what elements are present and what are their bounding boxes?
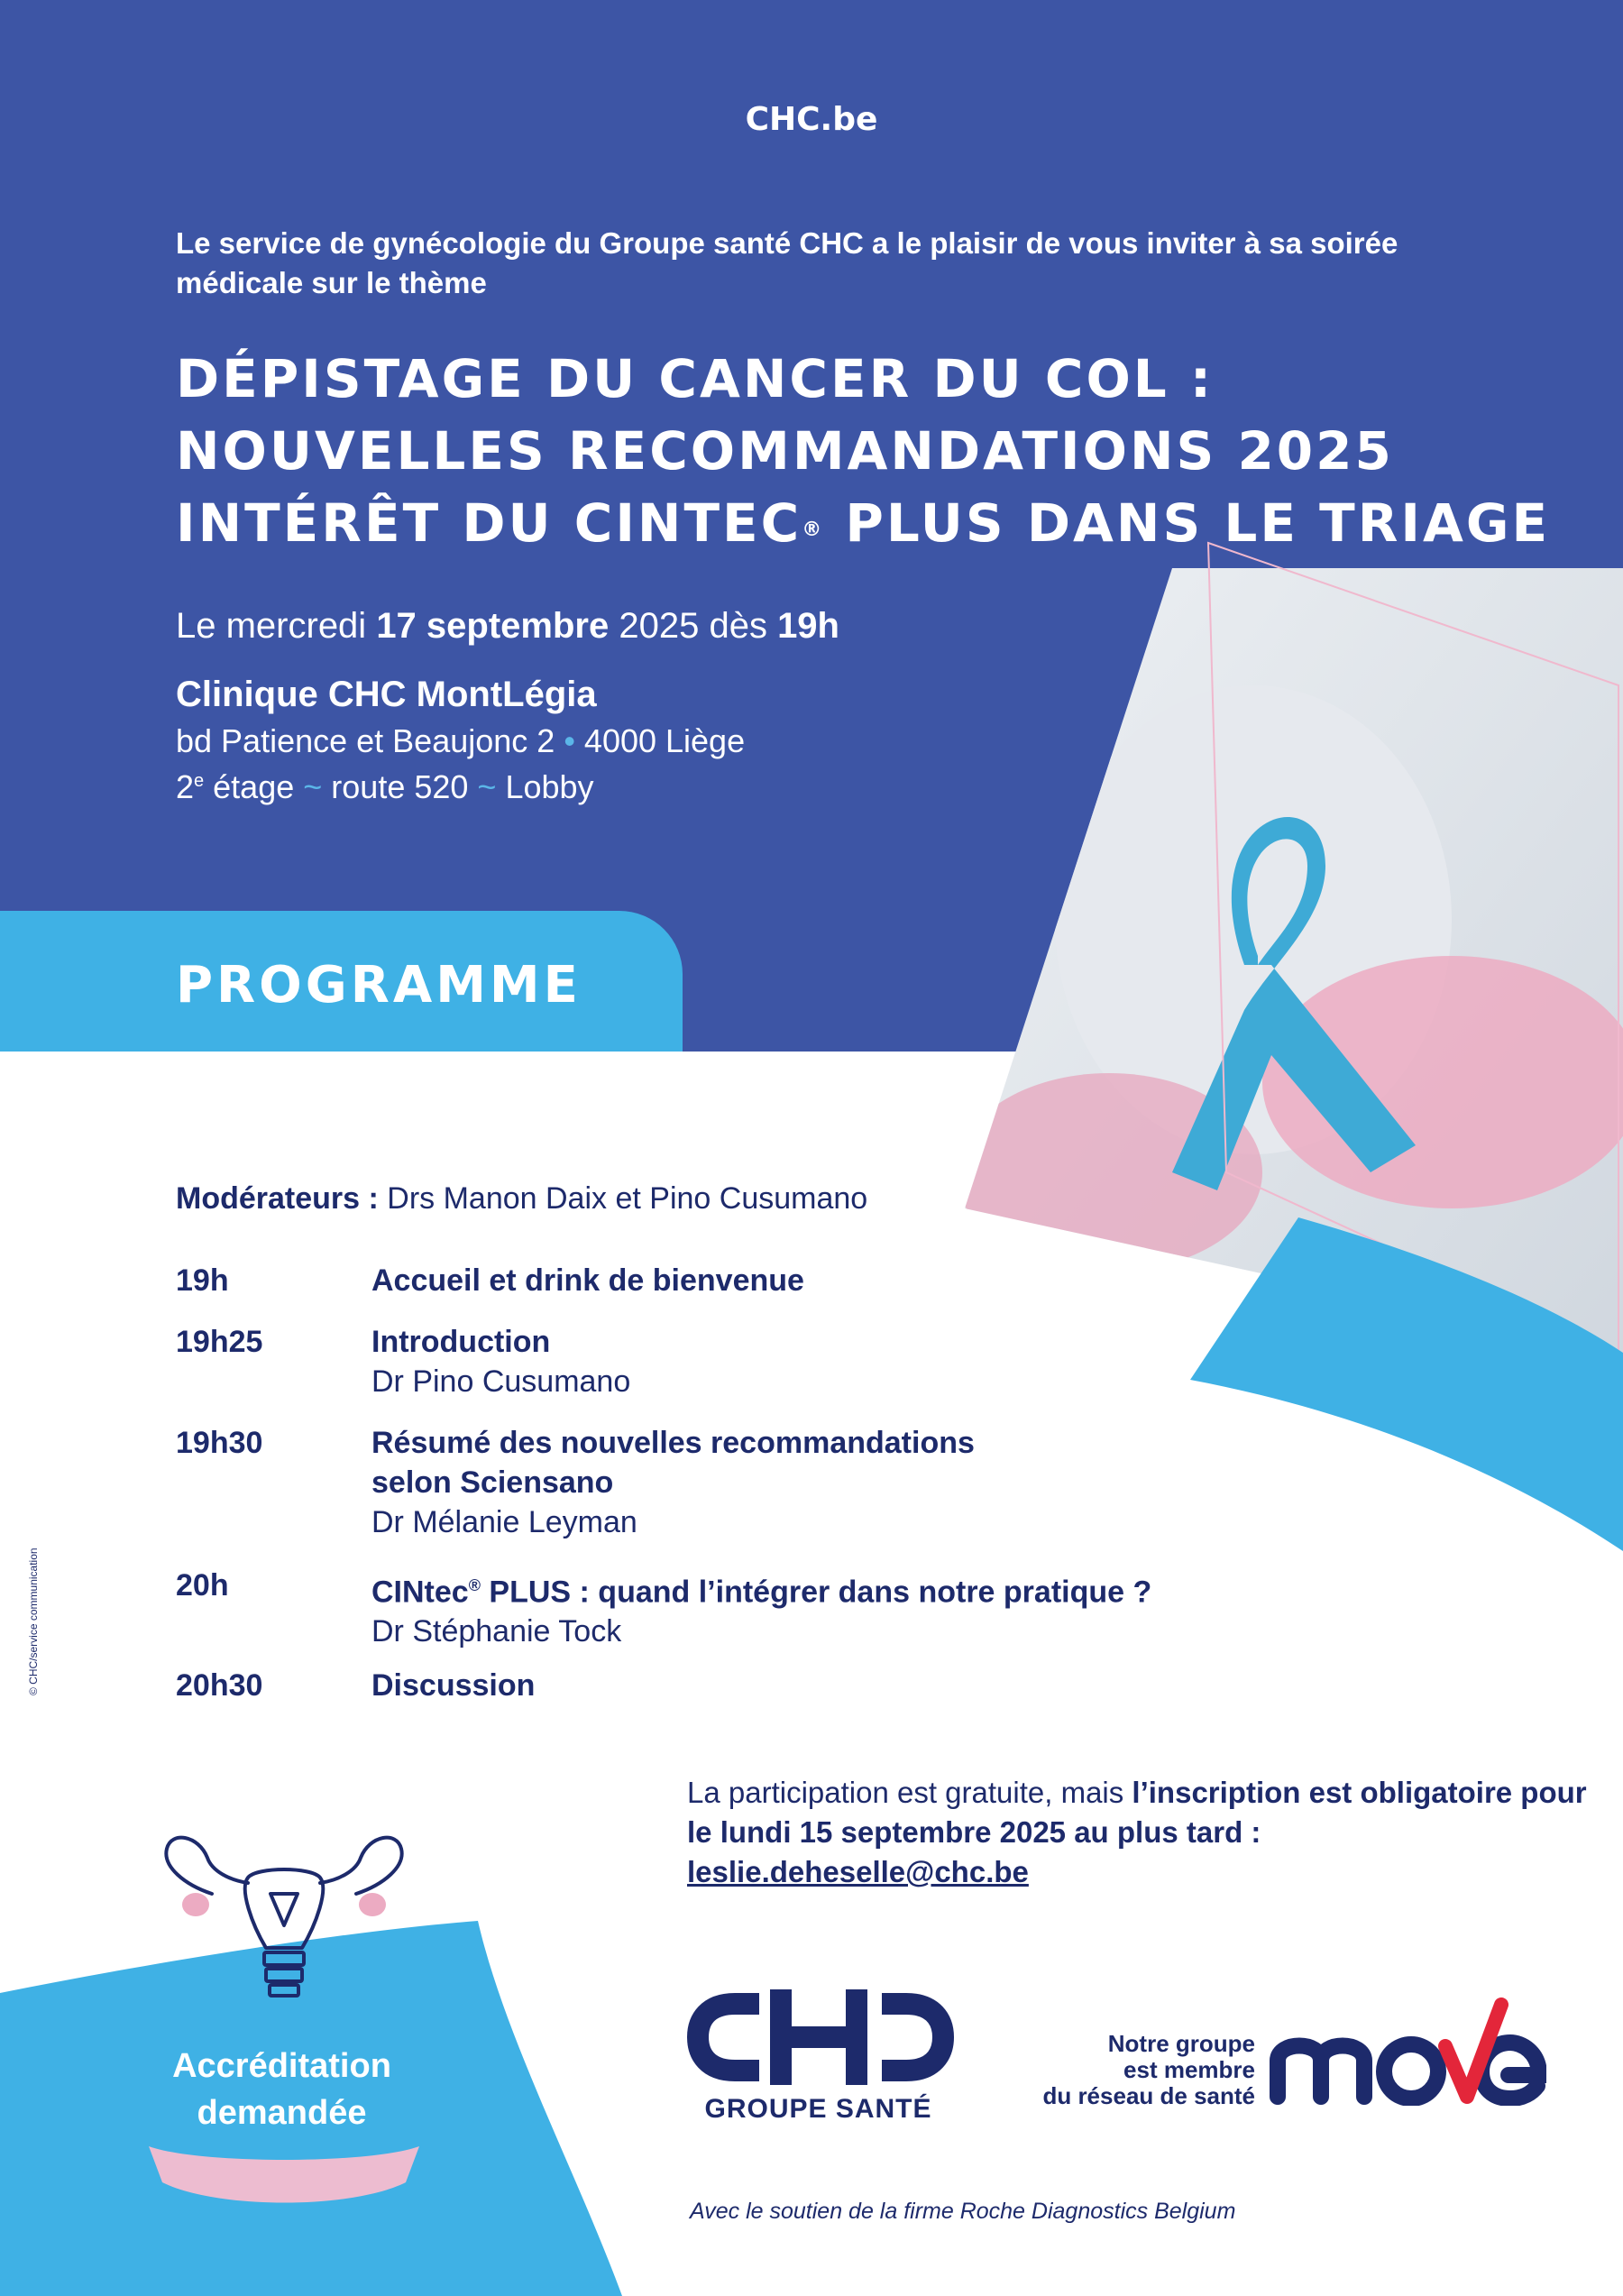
programme-title: Accueil et drink de bienvenue [371,1263,804,1298]
programme-title-2: selon Sciensano [371,1465,614,1500]
move-network-text: Notre groupe est membre du réseau de santé [1042,2030,1255,2109]
ovary-left [182,1893,209,1916]
programme-speaker: Dr Mélanie Leyman [371,1505,637,1539]
programme-title: Discussion [371,1668,536,1703]
programme-time: 19h [176,1263,229,1298]
chc-logo [685,1984,956,2090]
registration-email-link[interactable]: leslie.deheselle@chc.be [687,1855,1029,1888]
chc-logo-subtitle: GROUPE SANTÉ [704,2094,932,2124]
accreditation-badge: Accréditation demandée [172,2047,391,2132]
title-line-2: NOUVELLES RECOMMANDATIONS 2025 [176,420,1394,482]
programme-time: 19h25 [176,1325,263,1359]
title-line-3: INTÉRÊT DU CINTEC® PLUS DANS LE TRIAGE [176,492,1551,554]
programme-title: CINtec® PLUS : quand l’intégrer dans notre pratique ? [371,1575,1152,1610]
programme-speaker: Dr Pino Cusumano [371,1364,631,1399]
title-line-1: DÉPISTAGE DU CANCER DU COL : [176,348,1215,409]
event-date: Le mercredi 17 septembre 2025 dès 19h [176,606,839,646]
ovary-right [359,1893,386,1916]
programme-time: 20h30 [176,1668,263,1703]
smile-arc [144,2137,424,2209]
programme-speaker: Dr Stéphanie Tock [371,1614,622,1649]
registration-info: La participation est gratuite, mais l’inscription est obligatoire pour le lundi 15 septembre 2025 au plus tard : leslie.deheselle@chc.be [687,1776,1587,1888]
uterus-icon [158,1822,410,2020]
sponsor-note: Avec le soutien de la firme Roche Diagnostics Belgium [690,2199,1236,2224]
venue-address: bd Patience et Beaujonc 2 • 4000 Liège 2e étage ~ route 520 ~ Lobby [176,722,746,805]
programme-heading: PROGRAMME [176,956,582,1015]
site-url[interactable]: CHC.be [745,101,878,138]
venue-name: Clinique CHC MontLégia [176,675,597,714]
invitation-intro: Le service de gynécologie du Groupe santé CHC a le plaisir de vous inviter à sa soirée médicale sur le thème [176,226,1398,299]
programme-time: 20h [176,1568,229,1603]
programme-title: Résumé des nouvelles recommandations [371,1426,975,1460]
programme-title: Introduction [371,1325,551,1359]
programme-time: 19h30 [176,1426,263,1460]
moderators: Modérateurs : Drs Manon Daix et Pino Cusumano [176,1181,868,1216]
event-title [176,343,1573,559]
move-logo [1267,1998,1546,2106]
copyright-note: © CHC/service communication [27,1548,40,1695]
